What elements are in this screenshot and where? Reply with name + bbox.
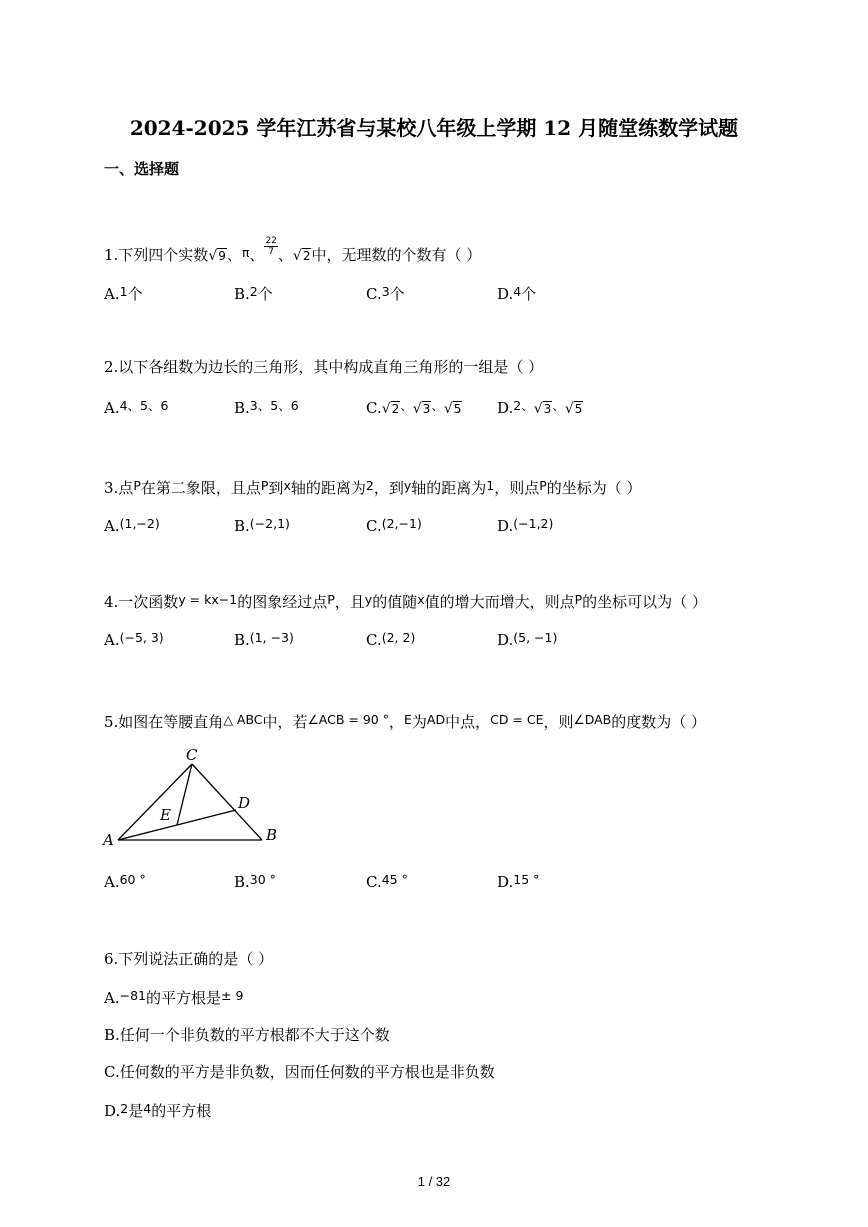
q6-option-c[interactable]: C.任何数的平方是非负数，因而任何数的平方根也是非负数 xyxy=(104,1063,495,1081)
vertex-label-d: D xyxy=(238,794,251,812)
side-cb xyxy=(192,764,262,840)
vertex-label-a: A xyxy=(103,831,114,849)
q1-option-c[interactable]: C.$^3$个 xyxy=(366,284,405,303)
q3-option-c[interactable]: C.$^{(2,-1)}$ xyxy=(366,516,422,535)
side-ac xyxy=(118,764,192,840)
point-label-e: E xyxy=(160,806,171,824)
question-4: 4.一次函数$^{y = kx-1}$的图象经过点$^P$，且$^y$的值随$^x$值的增大而增大，则点$^P$的坐标可以为（ ） xyxy=(104,592,707,611)
q2-option-b[interactable]: B.$^{3、5、6}$ xyxy=(234,398,299,417)
q6-option-a[interactable]: A.$^{-81}$的平方根是$^{\pm 9}$ xyxy=(104,988,244,1007)
q5-option-d[interactable]: D.$^{15 ^\circ}$ xyxy=(497,872,540,891)
document-title: 2024-2025 学年江苏省与某校八年级上学期 12 月随堂练数学试题 xyxy=(129,116,739,140)
triangle-figure xyxy=(100,740,290,850)
pi-symbol: π xyxy=(241,245,250,260)
q6-option-b[interactable]: B.任何一个非负数的平方根都不大于这个数 xyxy=(104,1026,390,1044)
page-number: 1 / 32 xyxy=(417,1174,451,1189)
q3-option-b[interactable]: B.$^{(-2,1)}$ xyxy=(234,516,290,535)
sqrt-9: √9 xyxy=(208,248,226,264)
q6-option-d[interactable]: D.$^2$是$^4$的平方根 xyxy=(104,1101,212,1120)
q2-option-d[interactable]: D.$^{2、}$√3、√5 xyxy=(497,398,583,417)
q4-option-b[interactable]: B.$^{(1, -3)}$ xyxy=(234,630,294,649)
fraction-22-7: $\frac{22}{7}$ xyxy=(265,235,277,257)
q5-option-a[interactable]: A.$^{60 ^\circ}$ xyxy=(104,872,146,891)
vertex-label-c: C xyxy=(186,746,198,764)
q4-option-a[interactable]: A.$^{(-5, 3)}$ xyxy=(104,630,164,649)
question-2: 2.以下各组数为边长的三角形，其中构成直角三角形的一组是（ ） xyxy=(104,358,544,376)
q1-option-a[interactable]: A.$^1$个 xyxy=(104,284,143,303)
q3-option-a[interactable]: A.$^{(1,-2)}$ xyxy=(104,516,160,535)
question-5: 5.如图在等腰直角$^{\triangle ABC}$中，若$^{\angle ACB = 90 ^\circ}$，$^E$为$^{AD}$中点，$^{CD = CE}$，则$^{\angle DAB}$的度数为（ ） xyxy=(104,712,707,731)
q4-option-d[interactable]: D.$^{(5, -1)}$ xyxy=(497,630,558,649)
q1-option-d[interactable]: D.$^4$个 xyxy=(497,284,537,303)
q5-option-c[interactable]: C.$^{45 ^\circ}$ xyxy=(366,872,408,891)
vertex-label-b: B xyxy=(266,826,278,844)
q4-option-c[interactable]: C.$^{(2, 2)}$ xyxy=(366,630,416,649)
q5-option-b[interactable]: B.$^{30 ^\circ}$ xyxy=(234,872,276,891)
segment-ce xyxy=(177,764,192,825)
question-6: 6.下列说法正确的是（ ） xyxy=(104,950,274,968)
sqrt-2: √2 xyxy=(292,248,311,264)
q2-option-a[interactable]: A.$^{4、5、6}$ xyxy=(104,398,169,417)
question-1: 1.下列四个实数√9、$^\pi$、 $\frac{22}{7}$ 、√2中，无理数的个数有（ ） xyxy=(104,235,482,264)
q3-option-d[interactable]: D.$^{(-1,2)}$ xyxy=(497,516,554,535)
section-heading: 一、选择题 xyxy=(104,160,180,178)
q2-option-c[interactable]: C.√2、√3、√5 xyxy=(366,398,462,417)
q1-option-b[interactable]: B.$^2$个 xyxy=(234,284,273,303)
question-3: 3.点$^P$在第二象限，且点$^P$到$^x$轴的距离为$^2$，到$^y$轴的距离为$^1$，则点$^P$的坐标为（ ） xyxy=(104,478,642,497)
